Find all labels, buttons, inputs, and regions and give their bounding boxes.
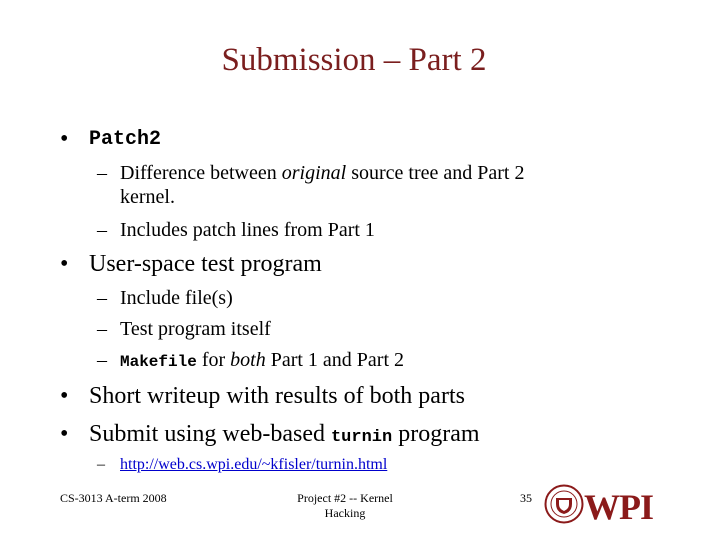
text-segment: source tree and Part 2 (346, 162, 525, 184)
footer-course: CS-3013 A-term 2008 (60, 491, 167, 505)
footer-project-line1: Project #2 -- Kernel (297, 491, 393, 505)
text-segment: Difference between (120, 162, 282, 184)
text-segment: Part 1 and Part 2 (265, 349, 405, 371)
bullet-text: Short writeup with results of both parts (89, 383, 465, 409)
turnin-link[interactable]: http://web.cs.wpi.edu/~kfisler/turnin.html (120, 456, 388, 473)
text-segment: program (392, 421, 480, 447)
dash-symbol: – (97, 456, 105, 473)
dash-symbol: – (97, 318, 107, 340)
italic-segment: both (230, 349, 266, 371)
wpi-seal-icon (544, 484, 584, 524)
wpi-logo-text: WPI (584, 487, 653, 527)
code-text: turnin (330, 428, 393, 447)
code-text: Makefile (120, 353, 197, 371)
text-segment: Submit using web-based (89, 421, 331, 447)
bullet-text: User-space test program (89, 251, 322, 277)
sub-bullet-text: Include file(s) (120, 287, 233, 309)
dash-symbol: – (97, 287, 107, 309)
bullet-symbol: • (60, 383, 69, 409)
sub-bullet-text: Includes patch lines from Part 1 (120, 219, 375, 241)
code-text: Patch2 (89, 128, 162, 151)
text-segment: for (196, 349, 231, 371)
footer-project (280, 491, 410, 521)
dash-symbol: – (97, 219, 107, 241)
italic-segment: original (281, 162, 347, 184)
dash-symbol: – (97, 162, 107, 184)
bullet-symbol: • (60, 421, 69, 447)
footer-project-line2: Hacking (324, 506, 366, 520)
sub-bullet-continuation: kernel. (120, 186, 175, 208)
bullet-symbol: • (60, 251, 69, 277)
wpi-logo (584, 486, 653, 528)
sub-bullet-text: Test program itself (120, 318, 271, 340)
bullet-symbol: • (60, 126, 69, 152)
slide-title: Submission – Part 2 (221, 42, 487, 78)
page-number: 35 (520, 491, 532, 505)
dash-symbol: – (97, 349, 107, 371)
